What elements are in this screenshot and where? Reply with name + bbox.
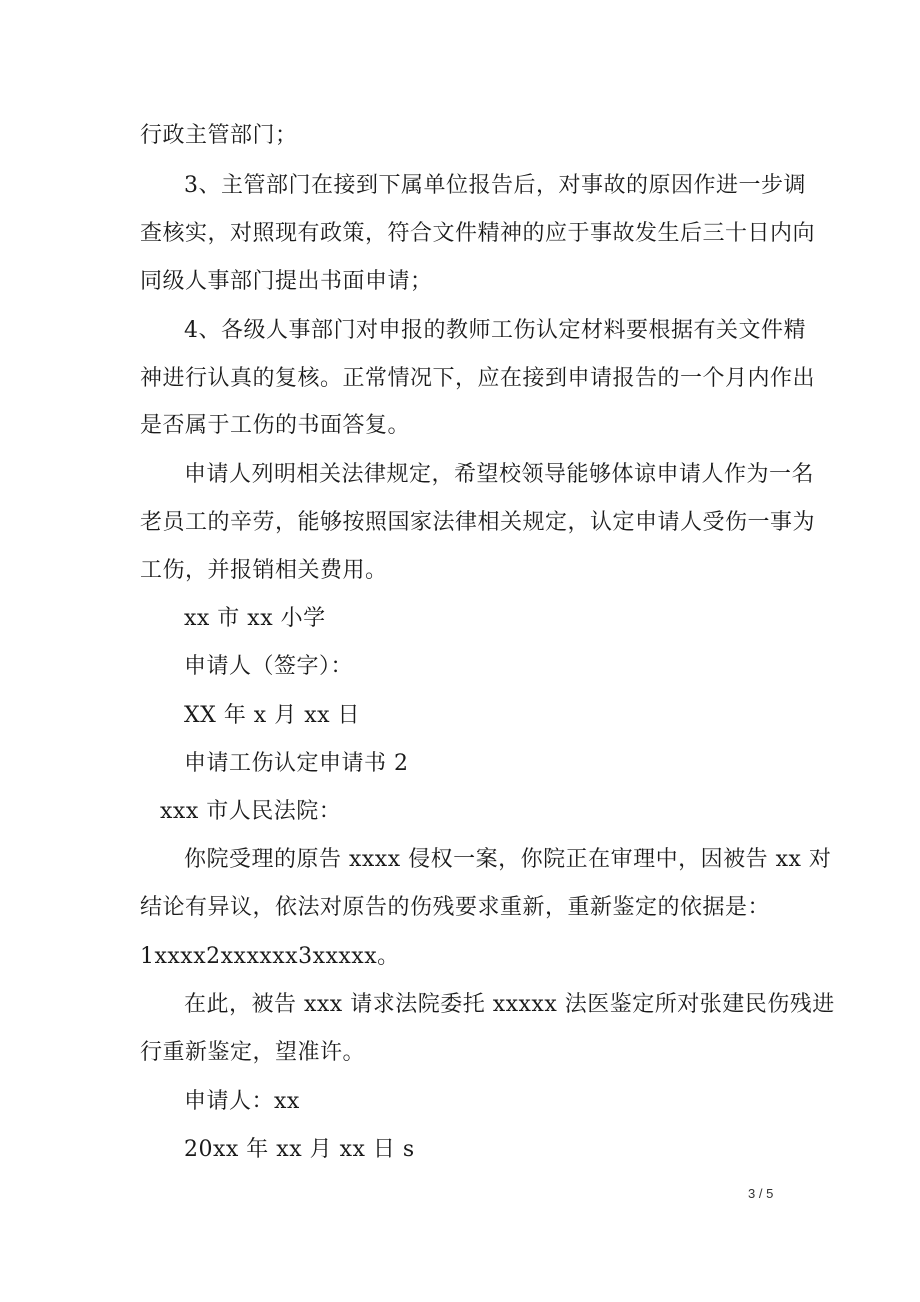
- paragraph-line: 工伤，并报销相关费用。: [140, 558, 388, 583]
- paragraph-line: 神进行认真的复核。正常情况下，应在接到申请报告的一个月内作出: [140, 366, 816, 391]
- applicant-signature-label: 申请人（签字）：: [184, 654, 354, 679]
- paragraph-line: 你院受理的原告 xxxx 侵权一案，你院正在审理中，因被告 xx 对: [184, 847, 832, 872]
- paragraph-line: 申请人列明相关法律规定，希望校领导能够体谅申请人作为一名: [184, 462, 815, 487]
- page-number: 3 / 5: [748, 1186, 774, 1201]
- section-title: 申请工伤认定申请书 2: [184, 751, 409, 776]
- paragraph-line: 在此，被告 xxx 请求法院委托 xxxxx 法医鉴定所对张建民伤残进: [184, 992, 835, 1017]
- application-date: 20xx 年 xx 月 xx 日 s: [184, 1137, 415, 1162]
- paragraph-line: 行政主管部门；: [140, 123, 298, 148]
- paragraph-line: 行重新鉴定，望准许。: [140, 1040, 366, 1065]
- school-name: xx 市 xx 小学: [184, 606, 326, 631]
- paragraph-line: 老员工的辛劳，能够按照国家法律相关规定，认定申请人受伤一事为: [140, 510, 816, 535]
- paragraph-line: 查核实，对照现有政策，符合文件精神的应于事故发生后三十日内向: [140, 221, 816, 246]
- paragraph-line: 是否属于工伤的书面答复。: [140, 413, 411, 438]
- paragraph-line: 4、各级人事部门对申报的教师工伤认定材料要根据有关文件精: [184, 318, 806, 343]
- applicant-name: 申请人：xx: [184, 1089, 300, 1114]
- addressee: xxx 市人民法院：: [160, 799, 342, 824]
- paragraph-line: 同级人事部门提出书面申请；: [140, 269, 433, 294]
- paragraph-line: 1xxxx2xxxxxx3xxxxx。: [140, 944, 400, 969]
- signature-date: XX 年 x 月 xx 日: [184, 703, 361, 728]
- paragraph-line: 结论有异议，依法对原告的伤残要求重新，重新鉴定的依据是：: [140, 895, 771, 920]
- paragraph-line: 3、主管部门在接到下属单位报告后，对事故的原因作进一步调: [184, 173, 806, 198]
